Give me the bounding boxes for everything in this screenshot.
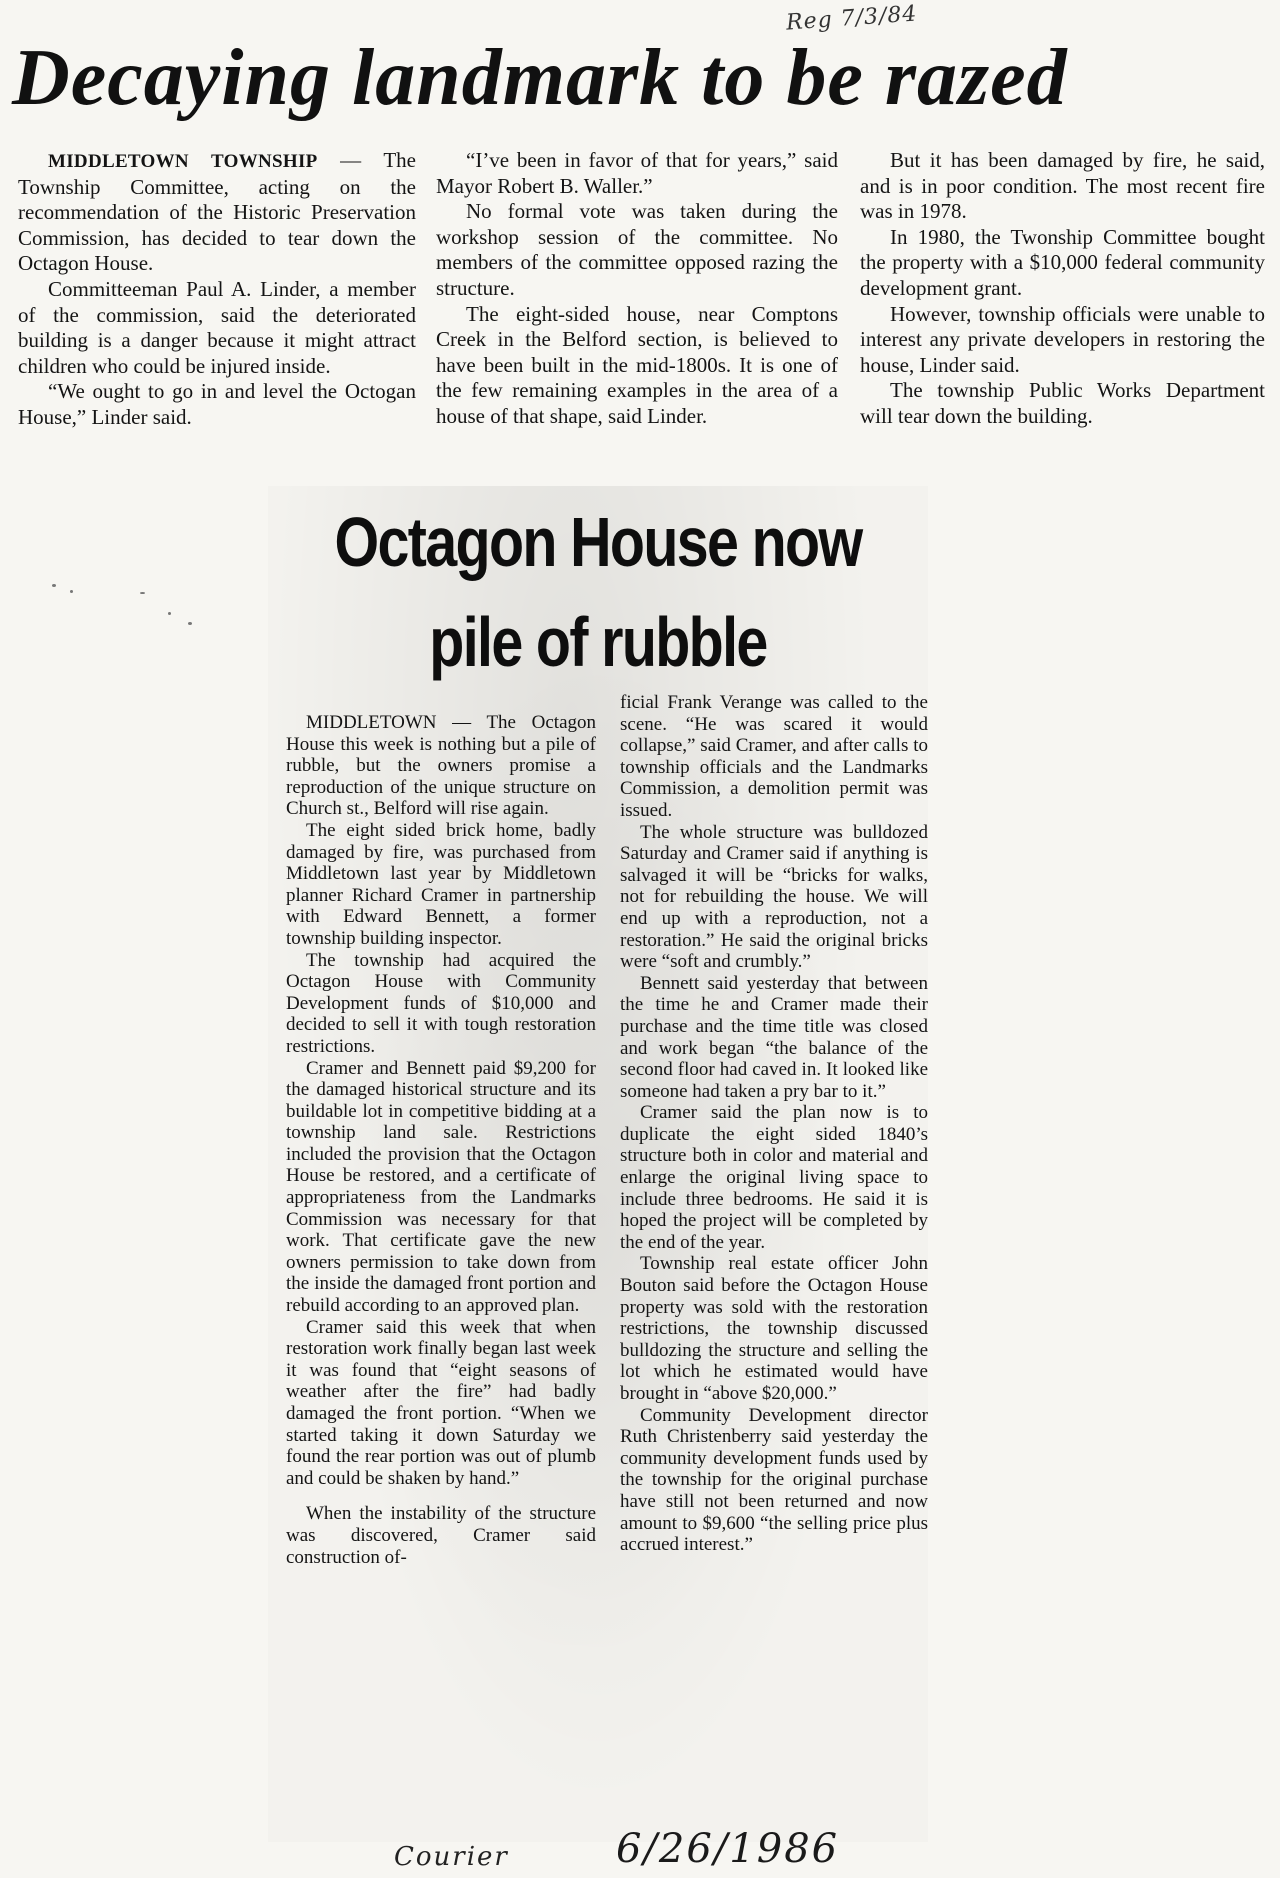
article2-paragraph: The eight sided brick home, badly damaged by fire, was purchased from Middletown last year by Middletown planner Richard Cramer in partnership with Edward Bennett, a former township building inspector. xyxy=(286,819,596,949)
article1-column-1 xyxy=(18,148,416,431)
article2-paragraph: Township real estate officer John Bouton said before the Octagon House property was sold with the restoration restrictions, the township discussed bulldozing the structure and selling the lot which he estimated would have brought in “above $20,000.” xyxy=(620,1253,928,1404)
handwritten-annotation: Reg 7/3/84 xyxy=(785,1,919,36)
article2-headline-line2: pile of rubble xyxy=(429,603,767,681)
article2-paragraph: Cramer and Bennett paid $9,200 for the damaged historical structure and its buildable lot in competitive bidding at a township land sale. Restrictions included the provision that the Octagon House be restored, and a certificate of appropriateness from the Landmarks Commission was necessary for that work. That certificate gave the new owners permission to take down from the inside the damaged front portion and rebuild according to an approved plan. xyxy=(286,1057,596,1317)
article1-paragraph: In 1980, the Twonship Committee bought the property with a $10,000 federal community development grant. xyxy=(860,224,1265,300)
article1-paragraph: The eight-sided house, near Comptons Creek in the Belford section, is believed to have been built in the mid-1800s. It is one of the few remaining examples in the area of a house of that shape, said Linder. xyxy=(436,301,838,428)
article2-paragraph: Community Development director Ruth Christenberry said yesterday the community development funds used by the township for the original purchase have still not been returned and now amount to $9,600 “the selling price plus accrued interest.” xyxy=(620,1404,928,1556)
article2-paragraph: Cramer said the plan now is to duplicate the eight sided 1840’s structure both in color and material and enlarge the original living space to include three bedrooms. He said it is hoped the project will be completed by the end of the year. xyxy=(620,1102,928,1253)
article2-paragraph: The township had acquired the Octagon House with Community Development funds of $10,000 and decided to sell it with tough restoration restrictions. xyxy=(286,949,596,1057)
article1-column-2 xyxy=(436,148,838,430)
handwritten-date: 6/26/1986 xyxy=(616,1826,840,1872)
article1-paragraph: No formal vote was taken during the workshop session of the committee. No members of the committee opposed razing the structure. xyxy=(436,199,838,300)
article2-paragraph: MIDDLETOWN — The Octagon House this week is nothing but a pile of rubble, but the owners promise a reproduction of the unique structure on Church st., Belford will rise again. xyxy=(286,712,596,820)
article2-dateline: MIDDLETOWN xyxy=(306,712,437,733)
article2-paragraph: When the instability of the structure was discovered, Cramer said construction of- xyxy=(286,1503,596,1568)
scan-speck xyxy=(188,622,192,625)
article1-paragraph: But it has been damaged by fire, he said, and is in poor condition. The most recent fire was in 1978. xyxy=(860,148,1265,224)
article1-paragraph: However, township officials were unable to interest any private developers in restoring the house, Linder said. xyxy=(860,301,1265,377)
article2-column-2 xyxy=(620,692,928,1556)
article2-paragraph: The whole structure was bulldozed Saturday and Cramer said if anything is salvaged it will be “bricks for walks, not for rebuilding the house. We will end up with a reproduction, not a restoration.” He said the original bricks were “soft and crumbly.” xyxy=(620,821,928,973)
article2-column-1 xyxy=(286,712,596,1568)
article1-paragraph: “I’ve been in favor of that for years,” said Mayor Robert B. Waller.” xyxy=(436,148,838,198)
article1-dateline: MIDDLETOWN TOWNSHIP xyxy=(48,151,318,172)
scan-speck xyxy=(168,612,171,615)
article2-paragraph: ficial Frank Verange was called to the scene. “He was scared it would collapse,” said Cramer, and after calls to township officials and the Landmarks Commission, a demolition permit was issued. xyxy=(620,692,928,821)
scan-speck xyxy=(52,584,56,587)
article2-headline-line1: Octagon House now xyxy=(334,503,862,581)
article1-column-3 xyxy=(860,148,1265,430)
handwritten-source: Courier xyxy=(394,1842,509,1872)
article1-paragraph: MIDDLETOWN TOWNSHIP — The Township Committee, acting on the recommendation of the Historic Preservation Commission, has decided to tear down the Octagon House. xyxy=(18,148,416,276)
article2-paragraph: Cramer said this week that when restoration work finally began last week it was found that “eight seasons of weather after the fire” had badly damaged the front portion. “When we started taking it down Saturday we found the rear portion was out of plumb and could be shaken by hand.” xyxy=(286,1316,596,1489)
article2-headline xyxy=(327,492,868,692)
scan-speck xyxy=(70,590,73,593)
article1-headline: Decaying landmark to be razed xyxy=(12,34,1068,122)
article1-paragraph: Committeeman Paul A. Linder, a member of the commission, said the deteriorated building is a danger because it might attract children who could be injured inside. xyxy=(18,276,416,378)
scan-speck xyxy=(140,592,145,594)
article1-paragraph: “We ought to go in and level the Octogan House,” Linder said. xyxy=(18,379,416,429)
article1-paragraph: The township Public Works Department will tear down the building. xyxy=(860,378,1265,428)
article2-paragraph: Bennett said yesterday that between the time he and Cramer made their purchase and the time title was closed and work began “the balance of the second floor had caved in. It looked like someone had taken a pry bar to it.” xyxy=(620,972,928,1102)
